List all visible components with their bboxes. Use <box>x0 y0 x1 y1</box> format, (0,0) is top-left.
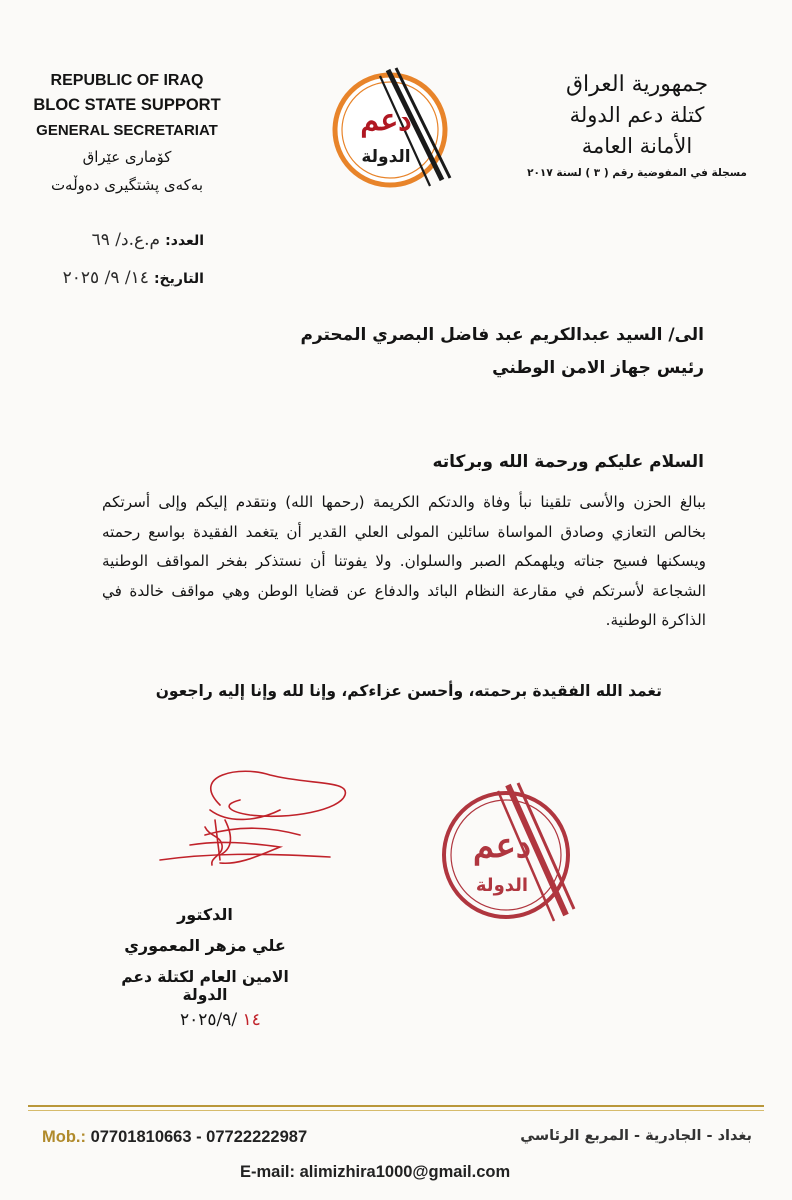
footer-email <box>240 1163 510 1182</box>
reference-number <box>24 230 204 250</box>
reference-number-label: العدد: <box>165 233 204 249</box>
header-ku-bloc: بەکەی پشتگیری دەوڵەت <box>50 176 204 194</box>
footer-divider <box>28 1105 764 1107</box>
header-ar-country: جمهورية العراق <box>565 72 709 97</box>
stamp-text-top: دعم <box>472 826 532 866</box>
letter-greeting: السلام عليكم ورحمة الله وبركاته <box>432 452 704 472</box>
header-ku-country: کۆماری عێراق <box>82 148 172 166</box>
stamp-text-bottom: الدولة <box>475 875 529 896</box>
bloc-logo <box>330 62 454 192</box>
footer-phone <box>42 1128 307 1147</box>
header-left <box>22 68 232 199</box>
header-en-secretariat: GENERAL SECRETARIAT <box>36 122 218 139</box>
header-right <box>512 70 762 184</box>
footer-divider-thin <box>28 1110 764 1111</box>
signatory-date-handwritten: ١٤ <box>242 1010 261 1030</box>
header-en-bloc: BLOC STATE SUPPORT <box>33 96 221 114</box>
signatory-date <box>180 1010 261 1030</box>
letter-addressee: الى/ السيد عبدالكريم عبد فاضل البصري المحترم <box>300 325 704 345</box>
letter-closing: تغمد الله الفقيدة برحمته، وأحسن عزاءكم، وإنا لله وإنا إليه راجعون <box>155 682 662 700</box>
signatory-name: علي مزهر المعموري <box>124 936 286 955</box>
footer-email-label: E-mail: <box>240 1163 296 1181</box>
header-ar-registration: مسجلة في المفوضية رقم ( ٣ ) لسنة ٢٠١٧ <box>527 167 747 179</box>
logo-text-top: دعم <box>360 103 412 138</box>
footer-address: بغداد - الجادرية - المربع الرئاسي <box>520 1128 752 1144</box>
footer-phone-label: Mob.: <box>42 1128 86 1146</box>
letter-addressee-title: رئيس جهاز الامن الوطني <box>492 358 704 378</box>
reference-number-value: م.ع.د/ ٦٩ <box>91 230 161 250</box>
official-stamp <box>438 775 578 925</box>
footer-email-value: alimizhira1000@gmail.com <box>299 1163 511 1181</box>
letter-body: ببالغ الحزن والأسى تلقينا نبأ وفاة والدتكم الكريمة (رحمها الله) ونتقدم إليكم وإلى أسرتكم بخالص التعازي وصادق المواساة سائلين المولى العلي القدير أن يتغمد الفقيدة بواسع رحمته ويسكنها فسيح جناته ويلهمكم الصبر والسلوان. ولا يفوتنا أن نستذكر بفخر المواقف الوطنية الشجاعة لأسرتكم في مقارعة النظام البائد والدفاع عن قضايا الوطن وهي مواقف خالدة في الذاكرة الوطنية. <box>102 493 706 629</box>
signatory-title: الدكتور <box>177 905 233 924</box>
handwritten-signature <box>150 765 362 875</box>
signatory-date-printed: /٢٠٢٥/٩ <box>180 1010 238 1030</box>
reference-date <box>24 268 204 288</box>
header-ar-bloc: كتلة دعم الدولة <box>569 103 705 127</box>
header-en-country: REPUBLIC OF IRAQ <box>50 72 204 89</box>
signatory-role: الامين العام لكتلة دعم الدولة <box>121 968 289 1004</box>
logo-text-bottom: الدولة <box>361 147 411 167</box>
reference-date-value: ١٤/ ٩/ ٢٠٢٥ <box>62 268 149 288</box>
footer-phone-value: 07701810663 - 07722222987 <box>90 1128 308 1146</box>
header-ar-secretariat: الأمانة العامة <box>581 134 693 158</box>
reference-date-label: التاريخ: <box>153 271 204 287</box>
